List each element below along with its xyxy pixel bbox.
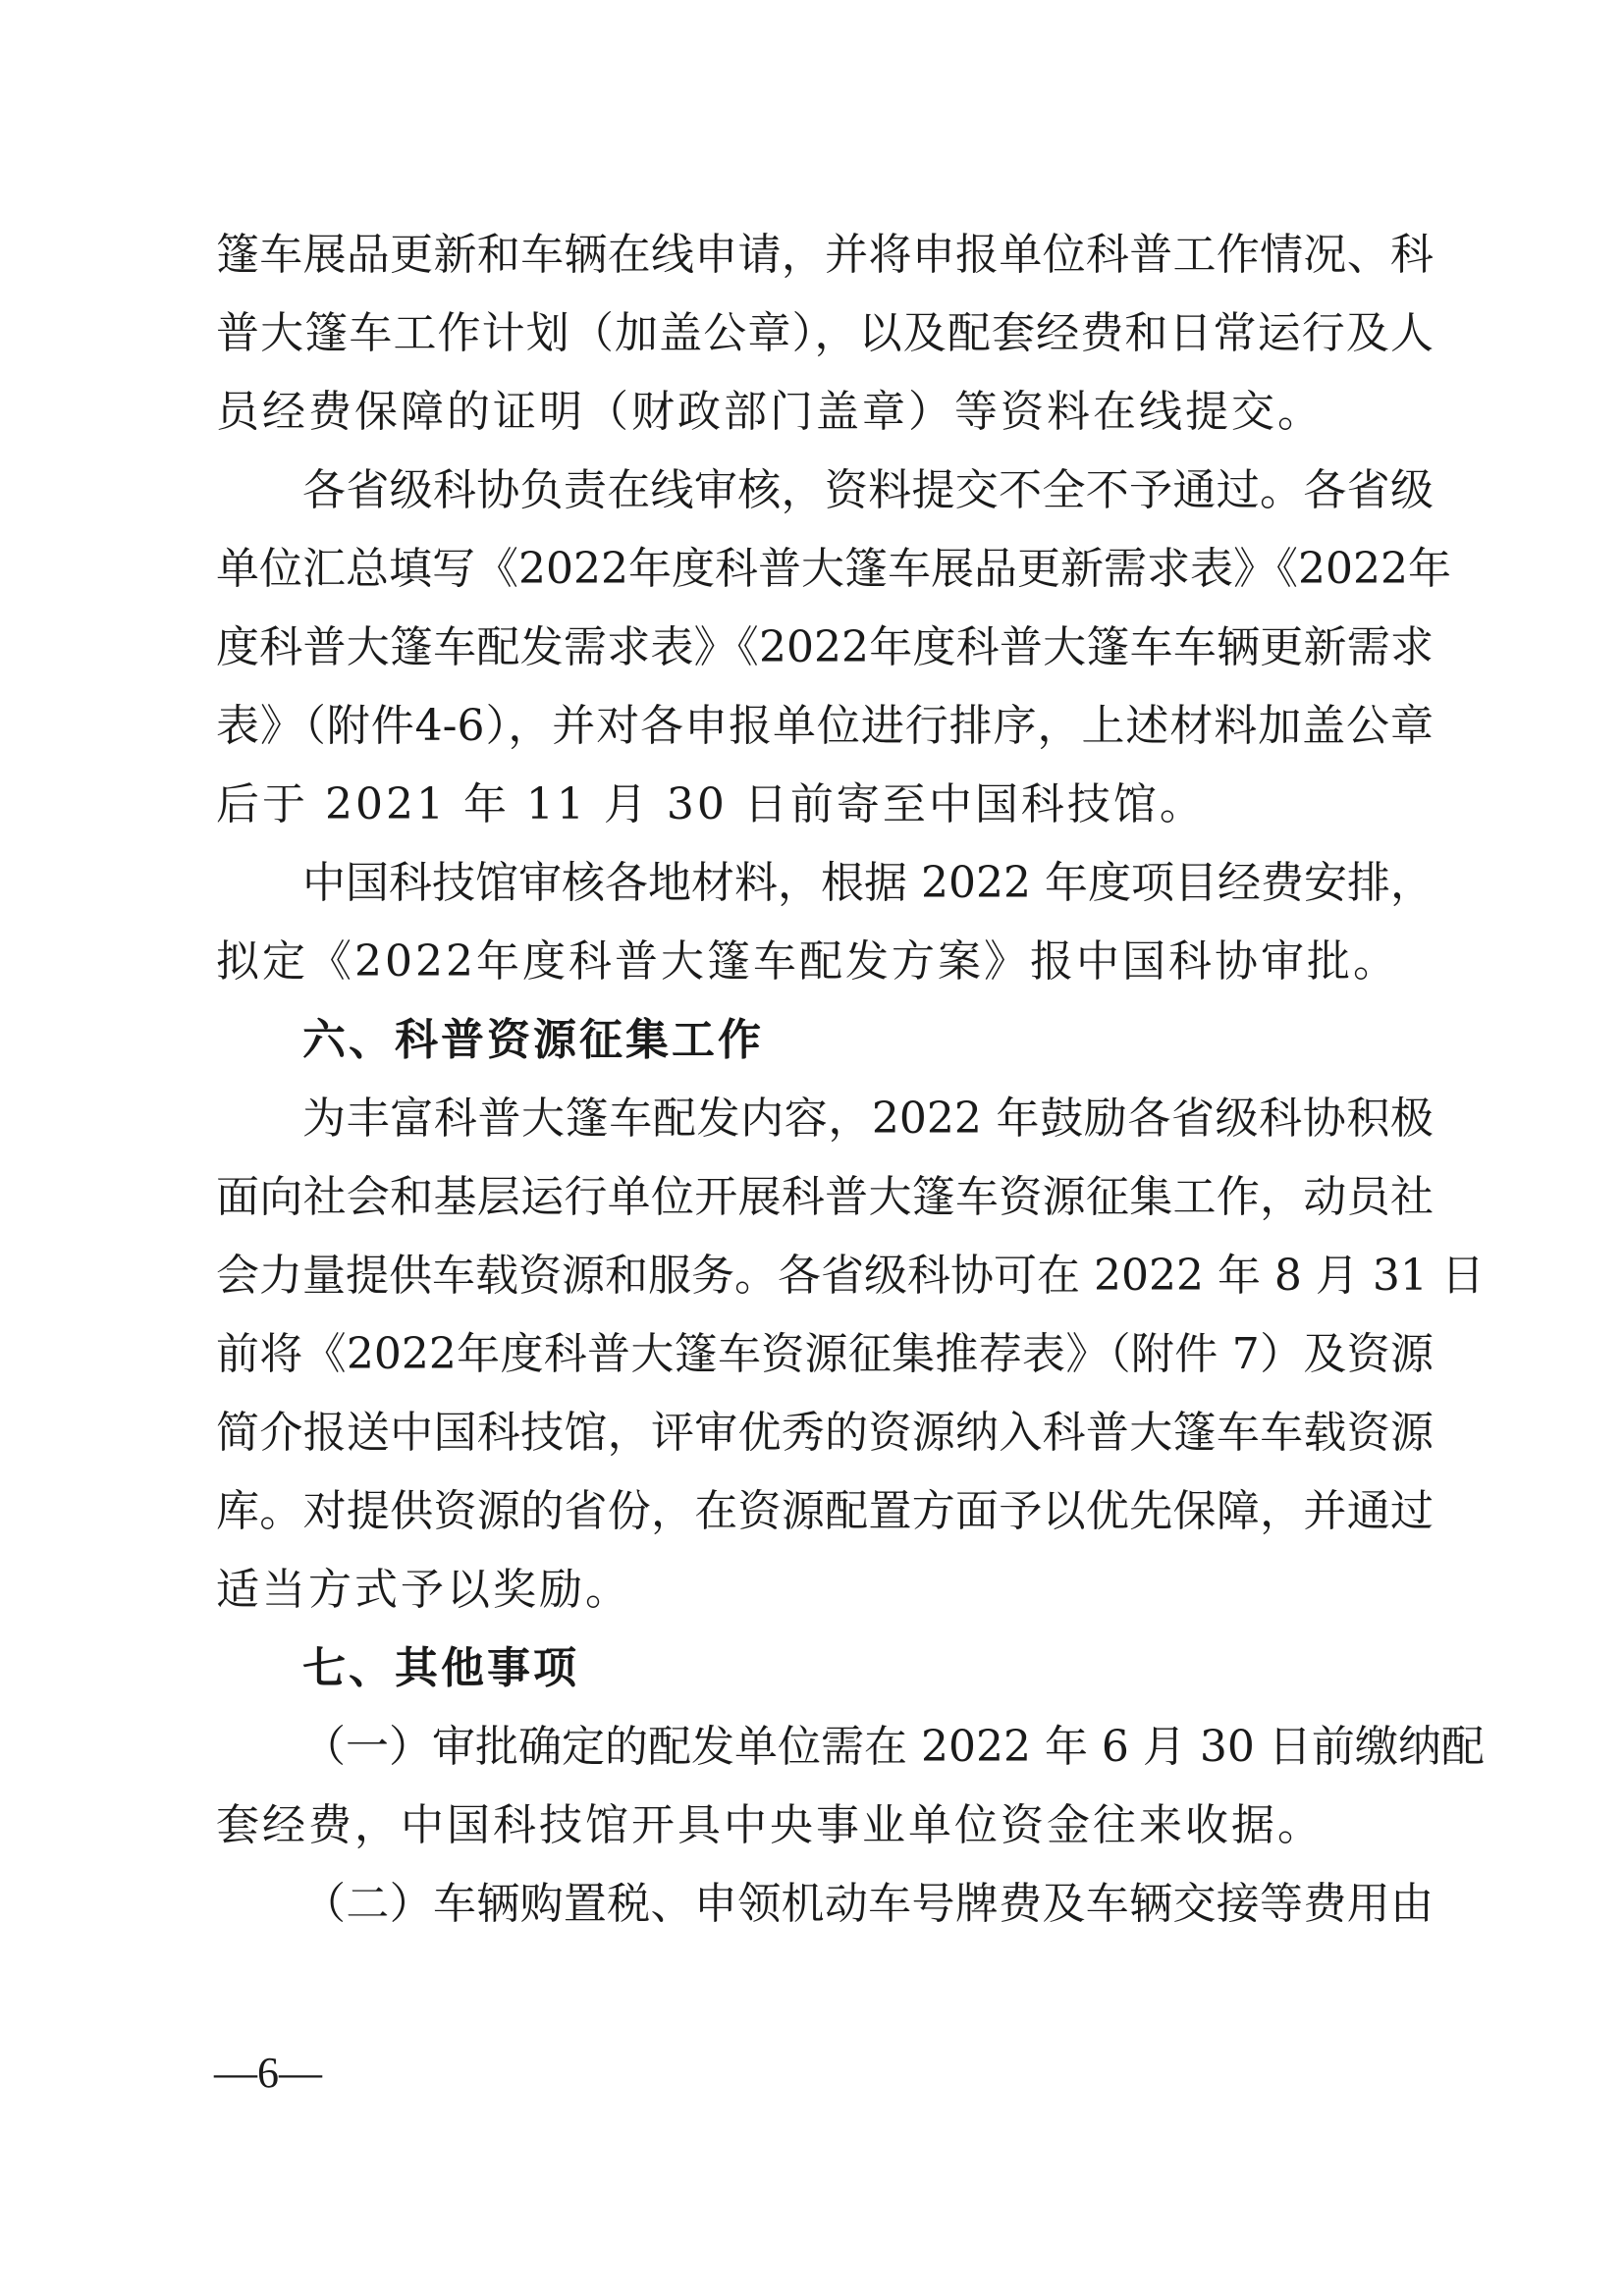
paragraph-line: （一）审批确定的配发单位需在 2022 年 6 月 30 日前缴纳配 (302, 1722, 1485, 1772)
paragraph-line: 拟定《2022年度科普大篷车配发方案》报中国科协审批。 (216, 936, 1399, 987)
section-heading: 六、科普资源征集工作 (302, 1015, 764, 1065)
page-number: —6— (214, 2049, 322, 2097)
paragraph-line: 面向社会和基层运行单位开展科普大篷车资源征集工作，动员社 (216, 1172, 1434, 1222)
section-heading: 七、其他事项 (302, 1643, 579, 1693)
paragraph-line: 中国科技馆审核各地材料，根据 2022 年度项目经费安排， (302, 858, 1434, 908)
paragraph-line: （二）车辆购置税、申领机动车号牌费及车辆交接等费用由 (302, 1879, 1434, 1929)
paragraph-line: 度科普大篷车配发需求表》《2022年度科普大篷车车辆更新需求 (216, 622, 1434, 672)
paragraph-line: 员经费保障的证明（财政部门盖章）等资料在线提交。 (216, 387, 1324, 437)
paragraph-line: 简介报送中国科技馆，评审优秀的资源纳入科普大篷车车载资源 (216, 1408, 1434, 1458)
paragraph-line: 普大篷车工作计划（加盖公章），以及配套经费和日常运行及人 (216, 308, 1434, 358)
paragraph-line: 会力量提供车载资源和服务。各省级科协可在 2022 年 8 月 31 日 (216, 1251, 1485, 1301)
paragraph-line: 套经费，中国科技馆开具中央事业单位资金往来收据。 (216, 1800, 1324, 1850)
paragraph-line: 单位汇总填写《2022年度科普大篷车展品更新需求表》《2022年 (216, 544, 1451, 594)
paragraph-line: 为丰富科普大篷车配发内容，2022 年鼓励各省级科协积极 (302, 1094, 1434, 1144)
paragraph-line: 各省级科协负责在线审核，资料提交不全不予通过。各省级 (302, 465, 1434, 515)
paragraph-line: 表》（附件4-6），并对各申报单位进行排序，上述材料加盖公章 (216, 701, 1434, 751)
paragraph-line: 篷车展品更新和车辆在线申请，并将申报单位科普工作情况、科 (216, 230, 1434, 280)
paragraph-line: 适当方式予以奖励。 (216, 1565, 631, 1615)
paragraph-line: 库。对提供资源的省份，在资源配置方面予以优先保障，并通过 (216, 1486, 1434, 1536)
paragraph-line: 后于 2021 年 11 月 30 日前寄至中国科技馆。 (216, 779, 1206, 829)
paragraph-line: 前将《2022年度科普大篷车资源征集推荐表》（附件 7）及资源 (216, 1329, 1434, 1379)
